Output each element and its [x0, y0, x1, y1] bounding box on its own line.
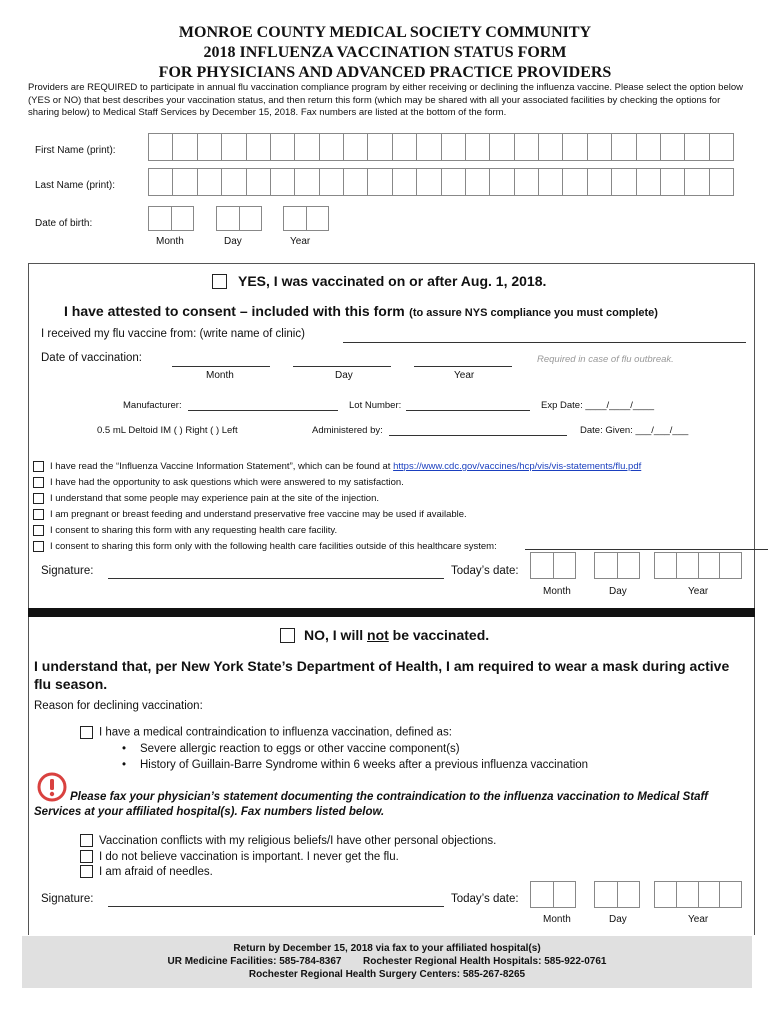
- not-important-text: I do not believe vaccination is important. I never get the flu.: [99, 850, 399, 863]
- last-name-label: Last Name (print):: [35, 180, 116, 191]
- no-title: NO, I will not be vaccinated.: [304, 627, 490, 643]
- yes-todays-date-label: Today’s date:: [451, 565, 519, 577]
- first-name-label: First Name (print):: [35, 145, 116, 156]
- vaccination-month-caption: Month: [206, 370, 234, 381]
- attest-pain-text: I understand that some people may experience pain at the site of the injection.: [50, 493, 380, 504]
- yes-title: YES, I was vaccinated on or after Aug. 1, 2018.: [238, 273, 547, 289]
- yes-signature-label: Signature:: [41, 565, 94, 577]
- fax-note: Please fax your physician’s statement documenting the contraindication to the influenza vaccination to Medical Staff Services at your affiliated hospital(s). Fax numbers listed below.: [34, 791, 708, 818]
- administered-by-label: Administered by:: [312, 425, 383, 436]
- yes-date-year-caption: Year: [688, 586, 709, 597]
- list-item: • History of Guillain-Barre Syndrome within 6 weeks after a previous influenza vaccination: [116, 757, 716, 773]
- yes-date-day-field[interactable]: [594, 552, 640, 579]
- form-title-line2: 2018 INFLUENZA VACCINATION STATUS FORM: [203, 44, 567, 61]
- vaccination-year-field[interactable]: [414, 355, 512, 367]
- consent-heading: [64, 303, 658, 321]
- manufacturer-field[interactable]: [188, 400, 338, 411]
- attest-pregnant-checkbox[interactable]: [33, 509, 44, 520]
- contraindication-checkbox[interactable]: [80, 726, 93, 739]
- attest-pregnant-text: I am pregnant or breast feeding and understand preservative free vaccine may be used if available.: [50, 509, 467, 520]
- no-signature-label: Signature:: [41, 893, 94, 905]
- attest-share-specific-checkbox[interactable]: [33, 541, 44, 552]
- exp-date-field[interactable]: Exp Date: ____/____/____: [541, 400, 655, 411]
- attest-vis-text: I have read the “Influenza Vaccine Information Statement”, which can be found at: [50, 461, 391, 472]
- contraindication-text: I have a medical contraindication to influenza vaccination, defined as:: [99, 726, 452, 739]
- attest-pain-checkbox[interactable]: [33, 493, 44, 504]
- consent-small-text: (to assure NYS compliance you must complete): [409, 307, 658, 319]
- attestation-item: [33, 459, 753, 475]
- form-title-line3: FOR PHYSICIANS AND ADVANCED PRACTICE PROVIDERS: [158, 64, 612, 81]
- attest-share-any-checkbox[interactable]: [33, 525, 44, 536]
- no-checkbox[interactable]: [280, 627, 295, 645]
- yes-date-day-caption: Day: [609, 586, 627, 597]
- clinic-field[interactable]: [343, 330, 746, 343]
- yes-date-month-caption: Month: [543, 586, 571, 597]
- religious-text: Vaccination conflicts with my religious beliefs/I have other personal objections.: [99, 835, 497, 847]
- dob-month-caption: Month: [156, 236, 184, 247]
- vaccination-year-caption: Year: [454, 370, 475, 381]
- list-item: [80, 865, 496, 881]
- rochester-regional-fax: Rochester Regional Health Hospitals: 585-922-0761: [363, 956, 607, 967]
- deltoid-site-field[interactable]: 0.5 mL Deltoid IM ( ) Right ( ) Left: [97, 425, 238, 436]
- attest-share-specific-text: I consent to sharing this form only with the following health care facilities outside of this healthcare system:: [50, 541, 497, 552]
- vis-link[interactable]: https://www.cdc.gov/vaccines/hcp/vis/vis-statements/flu.pdf: [393, 461, 642, 472]
- needles-text: I am afraid of needles.: [99, 866, 213, 878]
- attestation-item: [33, 491, 753, 507]
- last-name-field[interactable]: [148, 168, 734, 196]
- reason-label: Reason for declining vaccination:: [34, 700, 203, 712]
- date-given-field[interactable]: Date: Given: ___/___/___: [580, 425, 689, 436]
- vaccination-month-field[interactable]: [172, 355, 270, 367]
- attest-questions-text: I have had the opportunity to ask questions which were answered to my satisfaction.: [50, 477, 404, 488]
- yes-checkbox[interactable]: [212, 273, 227, 291]
- manufacturer-label: Manufacturer:: [123, 400, 182, 411]
- mask-statement: I understand that, per New York State’s Department of Health, I am required to wear a mask during active flu season.: [34, 658, 730, 692]
- yes-date-month-field[interactable]: [530, 552, 576, 579]
- vaccination-day-caption: Day: [335, 370, 353, 381]
- list-item: [80, 834, 496, 850]
- dob-day-field[interactable]: [216, 206, 262, 231]
- attest-share-any-text: I consent to sharing this form with any requesting health care facility.: [50, 525, 338, 536]
- list-item: • Severe allergic reaction to eggs or other vaccine component(s): [116, 741, 716, 757]
- attestation-item: [33, 475, 753, 491]
- dob-label: Date of birth:: [35, 218, 93, 229]
- intro-paragraph: Providers are REQUIRED to participate in annual flu vaccination compliance program by either receiving or declining the influenza vaccine. Please select the option below (YES or NO) that best describes your vaccination status, and then return this form (which may be shared with all your associated facilities by checking the options for sharing below) to Medical Staff Services by December 15, 2018. Fax numbers are listed at the bottom of the form.: [28, 82, 743, 118]
- footer-return-line: Return by December 15, 2018 via fax to your affiliated hospital(s): [233, 943, 541, 954]
- contraindication-bullets: [116, 741, 716, 773]
- first-name-field[interactable]: [148, 133, 734, 161]
- lot-number-label: Lot Number:: [349, 400, 402, 411]
- dob-month-field[interactable]: [148, 206, 194, 231]
- form-title-line1: MONROE COUNTY MEDICAL SOCIETY COMMUNITY: [178, 24, 592, 41]
- share-facilities-field[interactable]: [525, 539, 768, 550]
- attest-vis-checkbox[interactable]: [33, 461, 44, 472]
- attestation-item: [33, 523, 753, 539]
- no-date-day-field[interactable]: [594, 881, 640, 908]
- section-divider: [28, 608, 755, 617]
- footer-fax-info: [22, 936, 752, 988]
- clinic-label: I received my flu vaccine from: (write name of clinic): [41, 328, 305, 340]
- surgery-centers-fax: Rochester Regional Health Surgery Centers: 585-267-8265: [248, 969, 526, 980]
- other-reasons-list: [80, 834, 496, 881]
- dob-year-field[interactable]: [283, 206, 329, 231]
- no-date-year-caption: Year: [688, 914, 709, 925]
- attestation-item: [33, 507, 753, 523]
- contraindication-option: [80, 726, 452, 739]
- yes-date-year-field[interactable]: [654, 552, 742, 579]
- footer-fax-line: [22, 955, 752, 968]
- consent-bold-text: I have attested to consent – included with this form: [64, 303, 405, 319]
- no-date-day-caption: Day: [609, 914, 627, 925]
- no-todays-date-label: Today’s date:: [451, 893, 519, 905]
- vaccination-date-label: Date of vaccination:: [41, 352, 143, 364]
- needles-checkbox[interactable]: [80, 865, 93, 878]
- no-date-month-caption: Month: [543, 914, 571, 925]
- administered-by-field[interactable]: [389, 425, 567, 436]
- yes-signature-field[interactable]: [108, 565, 444, 579]
- required-note: Required in case of flu outbreak.: [537, 354, 674, 365]
- religious-checkbox[interactable]: [80, 834, 93, 847]
- no-date-month-field[interactable]: [530, 881, 576, 908]
- not-important-checkbox[interactable]: [80, 850, 93, 863]
- attest-questions-checkbox[interactable]: [33, 477, 44, 488]
- dob-day-caption: Day: [224, 236, 242, 247]
- vaccination-day-field[interactable]: [293, 355, 391, 367]
- dob-year-caption: Year: [290, 236, 311, 247]
- ur-medicine-fax: UR Medicine Facilities: 585-784-8367: [167, 956, 342, 967]
- no-date-year-field[interactable]: [654, 881, 742, 908]
- no-signature-field[interactable]: [108, 893, 444, 907]
- lot-number-field[interactable]: [406, 400, 530, 411]
- list-item: [80, 850, 496, 866]
